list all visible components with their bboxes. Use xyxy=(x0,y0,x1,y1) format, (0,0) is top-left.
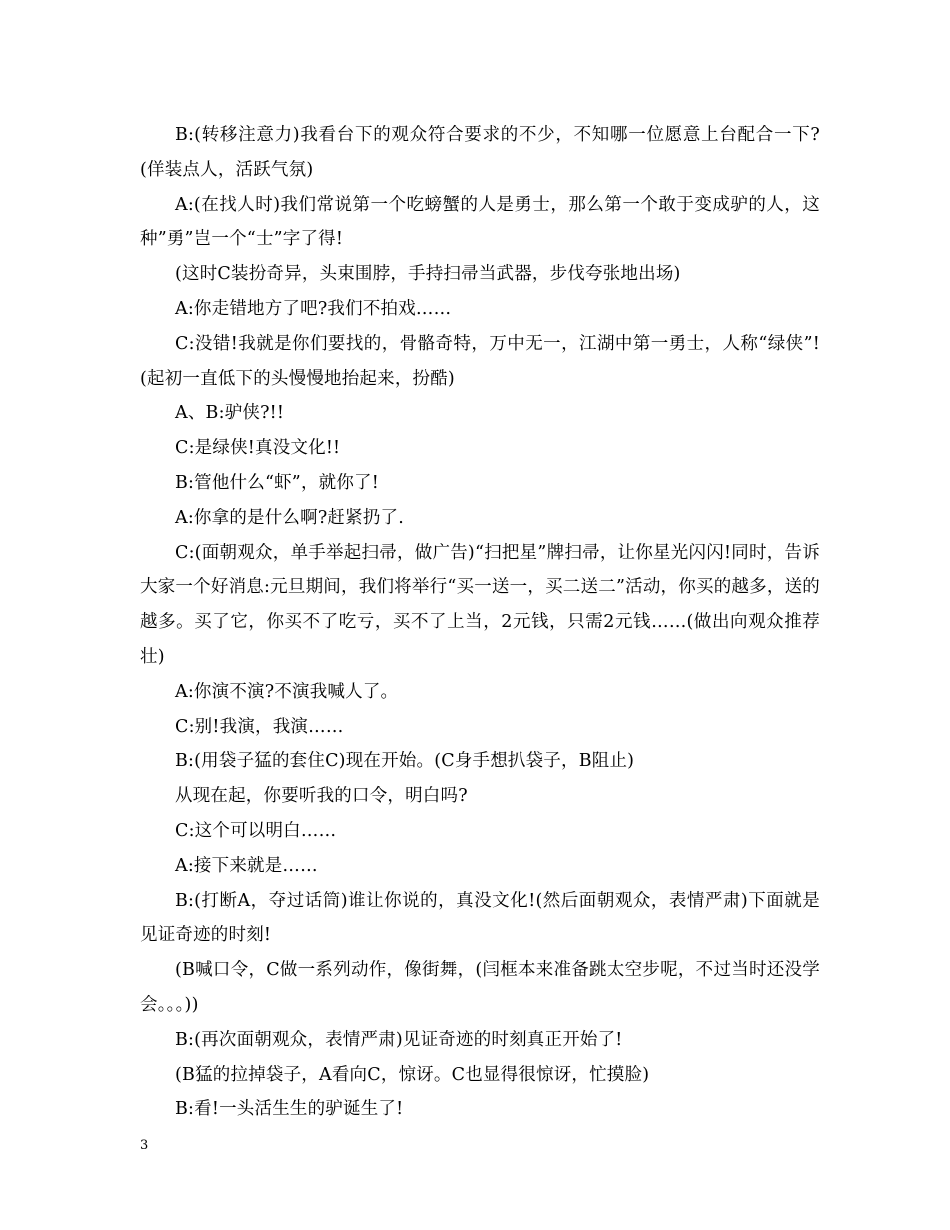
document-body xyxy=(140,118,820,1127)
paragraph: B:管他什么“虾”，就你了! xyxy=(175,472,379,493)
paragraph: B:(用袋子猛的套住C)现在开始。(C身手想扒袋子，B阻止) xyxy=(175,751,635,772)
paragraph: A:你走错地方了吧?我们不拍戏…… xyxy=(175,298,452,319)
paragraph: (这时C装扮奇异，头束围脖，手持扫帚当武器，步伐夸张地出场) xyxy=(175,264,681,285)
paragraph: A:你演不演?不演我喊人了。 xyxy=(175,681,399,702)
paragraph: 从现在起，你要听我的口令，明白吗? xyxy=(175,786,468,807)
paragraph: A:接下来就是…… xyxy=(175,855,318,876)
paragraph: C:别!我演，我演…… xyxy=(175,716,344,737)
paragraph: (B喊口令，C做一系列动作，像街舞，(闫框本来准备跳太空步呢，不过当时还没学会。。。)) xyxy=(140,960,820,1015)
paragraph: B:(再次面朝观众，表情严肃)见证奇迹的时刻真正开始了! xyxy=(175,1029,623,1050)
paragraph: C:这个可以明白…… xyxy=(175,820,337,841)
paragraph: B:看!一头活生生的驴诞生了! xyxy=(175,1099,404,1120)
paragraph: A、B:驴侠?!! xyxy=(175,403,285,424)
page-number: 3 xyxy=(140,1138,149,1153)
paragraph: C:(面朝观众，单手举起扫帚，做广告)“扫把星”牌扫帚，让你星光闪闪!同时，告诉大家一个好消息:元旦期间，我们将举行“买一送一，买二送二”活动，你买的越多，送的越多。买了它，你买不了吃亏，买不了上当，2元钱，只需2元钱……(做出向观众推荐壮) xyxy=(140,542,820,667)
paragraph: (B猛的拉掉袋子，A看向C，惊讶。C也显得很惊讶，忙摸脸) xyxy=(175,1064,650,1085)
paragraph: C:是绿侠!真没文化!! xyxy=(175,438,341,459)
paragraph: B:(打断A，夺过话筒)谁让你说的，真没文化!(然后面朝观众，表情严肃)下面就是见证奇迹的时刻! xyxy=(140,890,820,946)
paragraph: A:你拿的是什么啊?赶紧扔了. xyxy=(175,507,404,528)
paragraph: B:(转移注意力)我看台下的观众符合要求的不少，不知哪一位愿意上台配合一下?(佯装点人，活跃气氛) xyxy=(140,125,820,180)
paragraph: C:没错!我就是你们要找的，骨骼奇特，万中无一，江湖中第一勇士，人称“绿侠”!(起初一直低下的头慢慢地抬起来，扮酷) xyxy=(140,333,820,389)
paragraph: A:(在找人时)我们常说第一个吃螃蟹的人是勇士，那么第一个敢于变成驴的人，这种”勇”岂一个“士”字了得! xyxy=(140,194,820,250)
